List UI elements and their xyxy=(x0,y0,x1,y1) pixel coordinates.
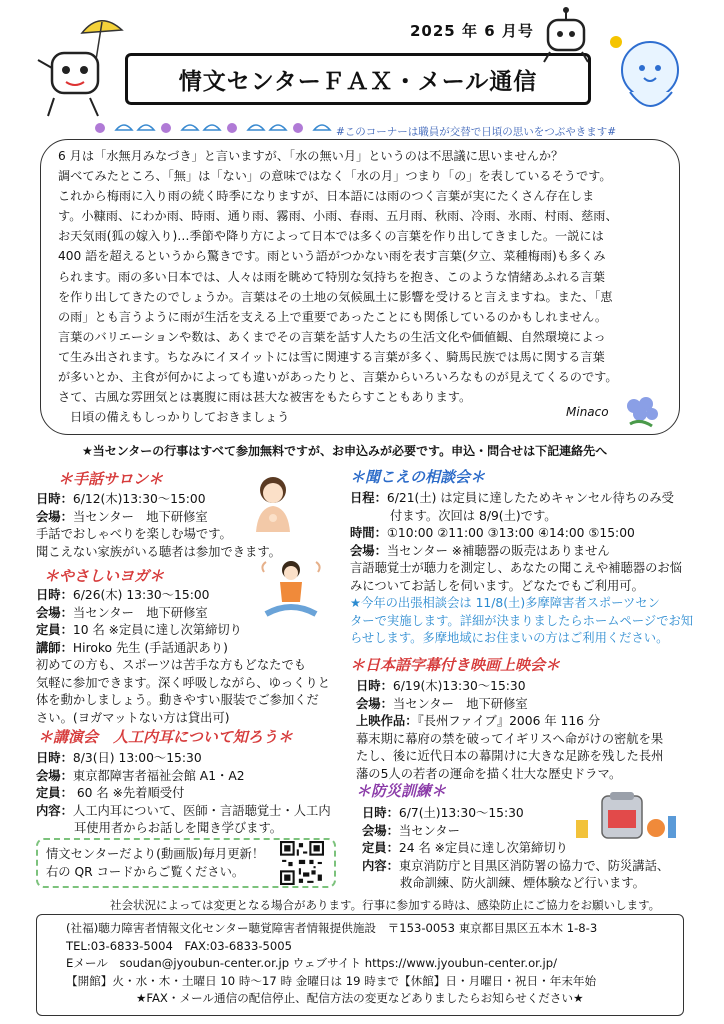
essay-line: 言葉のバリエーションや数は、あくまでその言葉を話す人たちの生活文化や価値観、自然環境によっ xyxy=(58,329,606,344)
disaster-drill-section xyxy=(356,780,446,801)
essay-line: の雨」とも言うように雨が生活を支える上で重要であったことにも関係しているのかもしれません。 xyxy=(58,309,608,324)
section-title: ＊講演会 人工内耳について知ろう＊ xyxy=(38,728,293,746)
hydrangea-umbrella-decoration-icon xyxy=(92,118,332,138)
org-phone-fax: TEL:03-6833-5004 FAX:03-6833-5005 xyxy=(66,938,293,953)
section-title: ＊手話サロン＊ xyxy=(58,470,164,488)
robot-mascot-icon xyxy=(536,6,596,66)
org-name-address: (社福)聴力障害者情報文化センター聴覚障害者情報提供施設 〒153-0053 東京都目黒区五本木 1-8-3 xyxy=(66,921,598,935)
yoga-details: 日時：6/26(木) 13:30～15:00 会場：当センター 地下研修室 定員：10 名 ※定員に達し次第締切り 講師：Hiroko 先生 (手話通訳あり) 初めての方も、スポーツは苦手な方もどなたでも 気軽に参加できます。深く呼吸しながら、ゆっくりと 体を動かしましょう。動きやすい服装でご参加くだ さい。(ヨガマットない方は貸出可) xyxy=(36,588,331,725)
hearing-consultation-section xyxy=(350,466,485,487)
sign-salon-details: 日時：6/12(木)13:30～15:00 会場：当センター 地下研修室 手話でおしゃべりを楽しむ場です。 聞こえない家族がいる聴者は参加できます。 xyxy=(36,492,281,559)
section-title: ＊日本語字幕付き映画上映会＊ xyxy=(350,656,561,674)
signing-woman-icon xyxy=(250,474,296,534)
lecture-section xyxy=(38,726,293,747)
essay-text xyxy=(58,146,672,427)
movie-screening-section xyxy=(350,654,560,675)
newsletter-title: 情文センターＦＡＸ・メール通信 xyxy=(125,53,591,105)
footer-note: 社会状況によっては変更となる場合があります。行事に参加する時は、感染防止にご協力をお願いします。 xyxy=(110,898,661,912)
essay-line: 400 語を超えるというから驚きです。雨という語がつかない雨を表す言葉(夕立、菜種梅雨)も多くみ xyxy=(58,249,606,264)
section-title: ＊やさしいヨガ＊ xyxy=(44,567,165,585)
organization-info xyxy=(66,920,597,1008)
org-email-website[interactable]: Eメール soudan@jyoubun-center.or.jp ウェブサイト https://www.jyoubun-center.or.jp/ xyxy=(66,956,558,970)
essay-line: これから梅雨に入り雨の続く時季になりますが、日本語には雨のつく言葉が実にたくさん存在しま xyxy=(58,189,595,204)
org-unsubscribe-note: ★FAX・メール通信の配信停止、配信方法の変更などありましたらお知らせください★ xyxy=(136,991,584,1005)
emergency-kit-icon xyxy=(572,790,682,844)
hearing-consultation-details: 日程：6/21(土) は定員に達したためキャンセル待ちのみ受 付ます。次回は 8/9(土)です。 時間：①10:00 ②11:00 ③13:00 ④14:00 ⑤15:00 会場：当センター ※補聴器の販売はありません 言語聴覚士が聴力を測定し、あなたの聞こえや補聴器のお悩 みについてお話しを伺います。どなたでもご利用可。 ★今年の出張相談会は 11/8(土)多摩障害者スポーツセン ターで実施します。詳細が決まりましたらホームページでお知 らせします。多摩地域にお住まいの方はご利用ください。 xyxy=(350,490,693,648)
events-notice: ★当センターの行事はすべて参加無料ですが、お申込みが必要です。申込・問合せは下記連絡先へ xyxy=(82,444,608,458)
teru-teru-bozu-icon xyxy=(600,30,692,120)
outreach-note: らせします。多摩地域にお住まいの方はご利用ください。 xyxy=(350,631,669,645)
outreach-note: ターで実施します。詳細が決まりましたらホームページでお知 xyxy=(350,613,694,628)
sign-salon-section xyxy=(58,468,163,489)
essay-line: られます。雨の多い日本では、人々は雨を眺めて特別な気持ちを抱き、このような情緒あふれる言葉 xyxy=(58,269,605,284)
essay-line: 日頃の備えもしっかりしておきましょう xyxy=(70,410,290,425)
issue-label: 2025 年 6 月号 xyxy=(410,22,534,40)
mascot-umbrella-icon xyxy=(30,8,130,118)
essay-line: さて、古風な雰囲気とは裏腹に雨は甚大な被害をもたらすこともあります。 xyxy=(58,390,472,405)
hydrangea-icon xyxy=(616,392,666,432)
outreach-note: ★今年の出張相談会は 11/8(土)多摩障害者スポーツセン xyxy=(350,596,660,610)
yoga-section xyxy=(44,565,164,586)
essay-line: 6 月は「水無月みなづき」と言いますが、「水の無い月」というのは不思議に思いませんか？ xyxy=(58,149,564,163)
yoga-pose-icon xyxy=(256,552,326,624)
section-title: ＊防災訓練＊ xyxy=(356,782,447,800)
essay-line: お天気雨(狐の嫁入り)…季節や降り方によって日本では多くの言葉を作り出してきました。一説には xyxy=(58,229,604,244)
video-newsletter-text: 情文センターだより(動画版)毎月更新！ 右の QR コードからご覧ください。 xyxy=(46,847,265,879)
essay-line: て生み出されます。ちなみにイヌイットには雪に関連する言葉が多く、騎馬民族では馬に関する言葉 xyxy=(58,349,605,364)
corner-note: #このコーナーは職員が交替で日頃の思いをつぶやきます# xyxy=(336,126,617,138)
qr-code-icon[interactable] xyxy=(280,841,324,885)
essay-line: を作り出してきたのでしょうか。言葉はその土地の気候風土に影響を受けると言えますね。また、「恵 xyxy=(58,289,613,304)
essay-line: が多いとか、主食が何かによっても違いがあったりと、言葉からいろいろなものが見えてくるのです。 xyxy=(58,370,618,385)
org-opening-hours: 【開館】火・水・木・土曜日 10 時～17 時 金曜日は 19 時まで【休館】日・月曜日・祝日・年末年始 xyxy=(66,973,597,988)
lecture-details: 日時：8/3(日) 13:00～15:30 会場：東京都障害者福祉会館 A1・A2 定員： 60 名 ※先着順受付 内容：人工内耳について、医師・言語聴覚士・人工内 耳使用者からお話しを聞き学びます。 xyxy=(36,751,331,835)
movie-screening-details: 日時：6/19(木)13:30～15:30 会場：当センター 地下研修室 上映作品：『長州ファイブ』2006 年 116 分 幕末期に幕府の禁を破ってイギリスへ命がけの密航を果 たし、後に近代日本の幕開けに大きな足跡を残した長州 藩の5人の若者の運命を描く壮大な歴史ドラマ。 xyxy=(356,679,664,781)
disaster-drill-details: 日時：6/7(土)13:30～15:30 会場：当センター 定員：24 名 ※定員に達し次第締切り 内容：東京消防庁と目黒区消防署の協力で、防災講話、 救命訓練、防火訓練、煙体験など行います。 xyxy=(362,806,670,890)
section-title: ＊聞こえの相談会＊ xyxy=(350,468,486,486)
essay-line: す。小糠雨、にわか雨、時雨、通り雨、霧雨、小雨、春雨、五月雨、秋雨、冷雨、氷雨、村雨、慈雨、 xyxy=(58,209,618,224)
essay-line: 調べてみたところ、「無」は「ない」の意味ではなく「水の月」つまり「の」を表しているそうです。 xyxy=(58,169,612,184)
essay-signature: Minaco xyxy=(566,405,609,419)
